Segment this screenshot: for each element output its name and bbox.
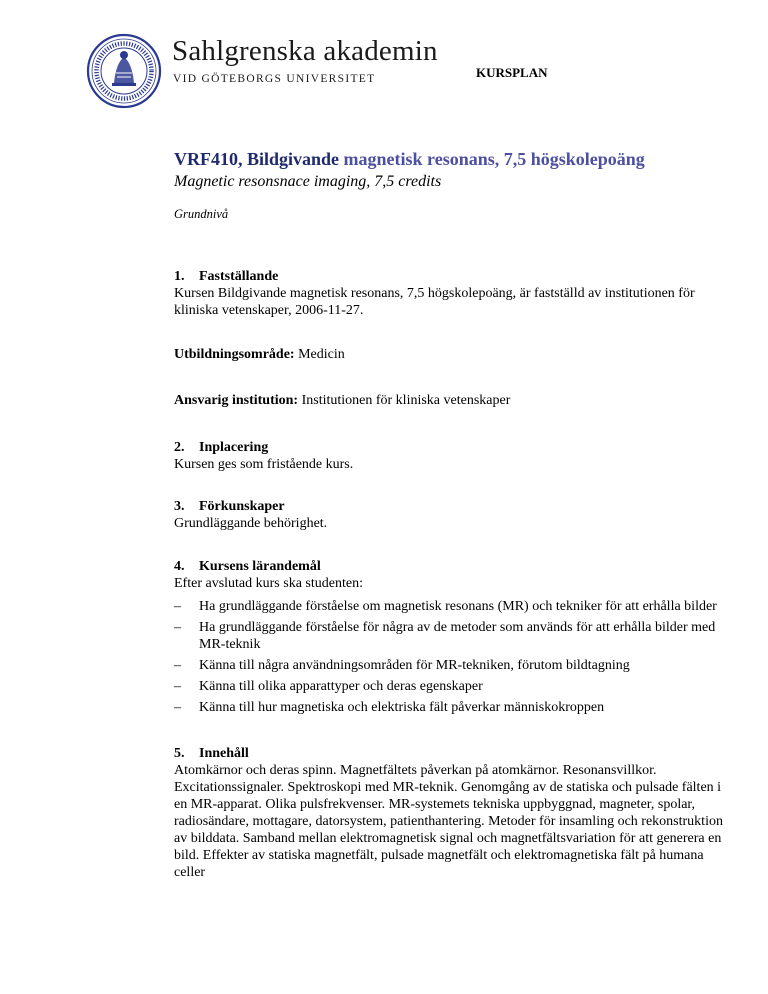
list-item: – Känna till hur magnetiska och elektriska fält påverkar människokroppen — [174, 700, 605, 715]
university-seal-icon — [86, 33, 162, 109]
section-text: Kursen ges som fristående kurs. — [174, 457, 354, 472]
section-1 — [174, 268, 719, 319]
course-level: Grundnivå — [174, 207, 229, 221]
list-item: – Ha grundläggande förståelse för några av de metoder som används för att erhålla bilder med MR-teknik — [174, 620, 716, 652]
section-4 — [174, 558, 719, 716]
institution-name: Sahlgrenska akademin — [172, 35, 438, 67]
education-area — [174, 346, 719, 363]
document-body — [174, 148, 719, 720]
section-heading: 2. Inplacering — [174, 440, 269, 455]
list-item: – Känna till några användningsområden för MR-tekniken, förutom bildtagning — [174, 658, 630, 673]
section-heading: 3. Förkunskaper — [174, 499, 285, 514]
section-3 — [174, 498, 719, 532]
section-heading: 1. Fastställande — [174, 269, 279, 284]
course-title — [174, 148, 719, 170]
education-area-value: Medicin — [298, 347, 345, 362]
list-item: – Känna till olika apparattyper och deras egenskaper — [174, 679, 483, 694]
education-area-label: Utbildningsområde: — [174, 347, 295, 362]
section-heading: 5. Innehåll — [174, 746, 249, 761]
section-text: Grundläggande behörighet. — [174, 516, 328, 531]
learning-goals-list — [174, 598, 719, 716]
section-text: Atomkärnor och deras spinn. Magnetfältets påverkan på atomkärnor. Resonansvillkor. Excitationssignaler. Spektroskopi med MR-teknik. Genomgång av de statiska och pulsade fälten i en MR-apparat. Olika pulsfrekvenser. MR-systemets tekniska uppbyggnad, magneter, spolar, radiosändare, mottagare, datorsystem, patienthantering. Metoder för insamling och rekonstruktion av bilddata. Samband mellan elektromagnetisk signal och magnetfältsvariation för att generera en bild. Effekter av statiska magnetfält, pulsade magnetfält och elektromagnetiska fält på humana celler — [174, 763, 723, 880]
section-intro: Efter avslutad kurs ska studenten: — [174, 576, 363, 591]
list-item: – Ha grundläggande förståelse om magnetisk resonans (MR) och tekniker för att erhålla bilder — [174, 599, 717, 614]
course-title-rest: magnetisk resonans, 7,5 högskolepoäng — [343, 149, 645, 169]
department-value: Institutionen för kliniska vetenskaper — [301, 393, 511, 408]
section-heading: 4. Kursens lärandemål — [174, 559, 321, 574]
institution-subtitle: VID GÖTEBORGS UNIVERSITET — [173, 73, 376, 85]
course-code: VRF410, Bildgivande — [174, 149, 340, 169]
responsible-department — [174, 392, 719, 409]
section-2 — [174, 439, 719, 473]
document-type: KURSPLAN — [476, 65, 548, 80]
section-5 — [174, 745, 734, 881]
section-text: Kursen Bildgivande magnetisk resonans, 7,5 högskolepoäng, är fastställd av institutionen för kliniska vetenskaper, 2006-11-27. — [174, 286, 695, 318]
department-label: Ansvarig institution: — [174, 393, 299, 408]
course-english-title: Magnetic resonsnace imaging, 7,5 credits — [174, 173, 442, 190]
